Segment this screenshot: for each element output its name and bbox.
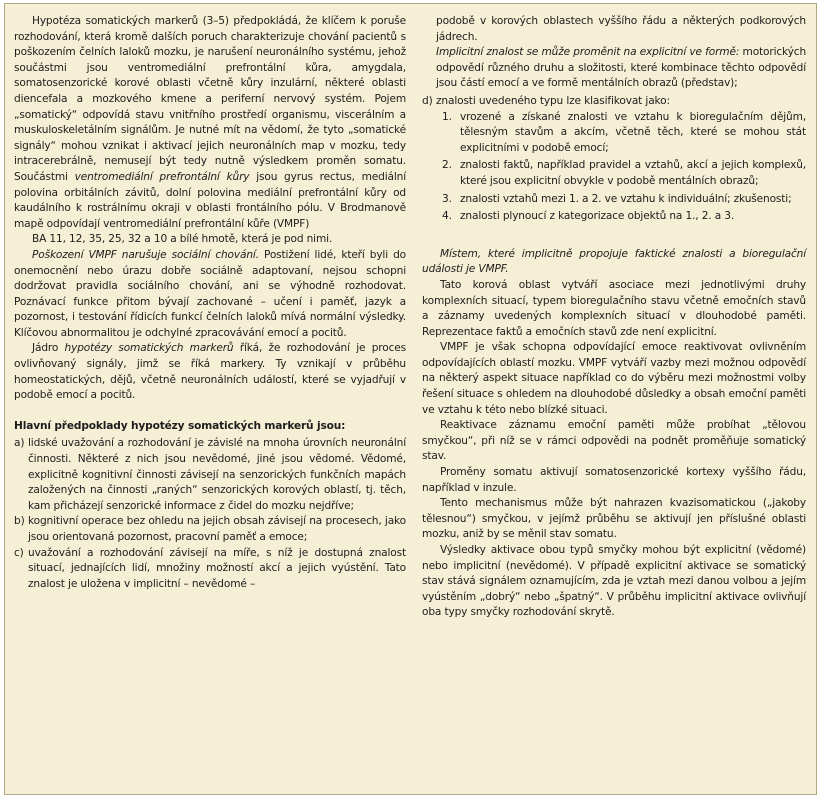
section-heading: Hlavní předpoklady hypotézy somatických markerů jsou:: [14, 419, 346, 432]
left-column: [14, 14, 406, 592]
italic-term: hypotézy somatických markerů: [64, 342, 234, 355]
paragraph-hypothesis-intro: [14, 14, 406, 232]
italic-statement: Místem, které implicitně propojuje faktické znalosti a bioregulační události je VMPF.: [422, 247, 806, 276]
list-label: c): [14, 546, 24, 559]
text-box: [4, 3, 817, 795]
paragraph-loop-results: Výsledky aktivace obou typů smyčky mohou být explicitní (vědomé) nebo implicitní (nevědomé). V případě explicitní aktivace se somatický stav stává signálem oznamujícím, zda je vztah mezi danou volbou a jejím vyústěním „dobrý“ nebo „špatný“. V průběhu implicitní aktivace ovlivňují oba typy smyčky rozhodování skrytě.: [422, 544, 806, 619]
italic-statement: Implicitní znalost se může proměnit na explicitní ve formě:: [436, 46, 740, 59]
numbered-item: [422, 110, 806, 157]
list-text: uvažování a rozhodování závisejí na míře, s níž je dostupná znalost situací, jednajících lidí, množiny možností akcí a jejich vyústění. Tato znalost je uložena v implicitní – nevědomé –: [28, 546, 406, 590]
list-text: kognitivní operace bez ohledu na jejich obsah závisejí na procesech, jako jsou orientovaná pozornost, pracovní paměť a emoce;: [28, 515, 406, 543]
paragraph-body-loop: Reaktivace záznamu emoční paměti může probíhat „tělovou smyčkou“, při níž se v rámci odpovědi na podnět proměňuje somatický stav.: [422, 419, 806, 463]
numbered-item: [422, 192, 806, 208]
list-item: [14, 546, 406, 593]
text-span: jsou gyrus rectus, mediální polovina orbitálních závitů, dolní polovina mediální prefrontální kůry od kaudálního k rostrálnímu okraji v oblasti frontálního pólu. V Brodmanově mapě odpovídají ventromediální prefrontální kůře (VMPF): [14, 170, 407, 230]
paragraph-as-if-loop: Tento mechanismus může být nahrazen kvazisomatickou („jakoby tělesnou“) smyčkou, v jejímž průběhu se aktivují jen příslušné oblasti mozku, aniž by se měnil stav somatu.: [422, 497, 806, 541]
numbered-text: vrozené a získané znalosti ve vztahu k bioregulačním dějům, tělesným stavům a akcím, včetně těch, které se mohou stát explicitními v podobě emocí;: [460, 110, 806, 154]
list-text: znalosti uvedeného typu lze klasifikovat jako:: [436, 94, 670, 107]
numbered-item: [422, 209, 806, 225]
paragraph-somatosensory: Proměny somatu aktivují somatosenzorické kortexy vyššího řádu, například v inzule.: [422, 466, 806, 494]
paragraph-reactivation: VMPF je však schopna odpovídající emoce reaktivovat ovlivněním odpovídajících oblastí mozku. VMPF vytváří vazby mezi možnou odpovědí na některý aspekt situace například co do výběru mezi možnostmi volby řešení situace s ohledem na dlouhodobé důsledky a obsah emoční paměti ve vztahu k této nebo blízké situaci.: [422, 341, 806, 416]
list-item: [422, 94, 806, 110]
numbered-text: znalosti faktů, například pravidel a vztahů, akcí a jejich komplexů, které jsou explicitní obvykle v podobě mentálních obrazů;: [460, 159, 806, 187]
list-item: [14, 436, 406, 514]
paragraph-vmpf-damage: [14, 248, 406, 342]
number-label: 2.: [442, 159, 452, 172]
list-text: lidské uvažování a rozhodování je závislé na mnoha úrovních neuronální činnosti. Některé z nich jsou nevědomé, jiné jsou vědomé. Vědomé, explicitně kognitivní činnosti závisejí na senzorických funkčních mapách založených na činnosti „raných“ senzorických korových oblastí, tj. těch, kam přicházejí senzorické informace z čidel do mozku nejdříve;: [28, 437, 406, 512]
text-span: říká, že rozhodování je proces ovlivňovaný signály, jimž se říká markery. Ty vznikají v průběhu homeostatických, dějů, včetně neuronálních událostí, které se vyjadřují v podobě emocí a pocitů.: [14, 342, 406, 402]
list-label: a): [14, 437, 25, 450]
list-item-continuation: [422, 14, 806, 92]
text-span: motorických odpovědí různého druhu a složitosti, které kombinace těchto odpovědí jsou částí emocí a ve formě mentálních obrazů (představ);: [436, 46, 807, 90]
list-text: [436, 45, 806, 92]
italic-term: ventromediální prefrontální kůry: [74, 170, 250, 183]
list-label: d): [422, 94, 433, 107]
paragraph-associations: Tato korová oblast vytváří asociace mezi jednotlivými druhy komplexních situací, typem bioregulačního stavu včetně emočních stavů a záznamy uvedených komplexních situací v dlouhodobé paměti. Reprezentace faktů a emočních stavů zde není explicitní.: [422, 278, 806, 338]
number-label: 4.: [442, 210, 452, 223]
number-label: 1.: [442, 110, 452, 123]
numbered-text: znalosti vztahů mezi 1. a 2. ve vztahu k individuální; zkušenosti;: [460, 192, 792, 205]
list-item: [14, 514, 406, 545]
numbered-item: [422, 158, 806, 189]
paragraph-hypothesis-core: [14, 341, 406, 403]
list-text: podobě v korových oblastech vyššího řádu a některých podkorových jádrech.: [436, 15, 806, 43]
numbered-text: znalosti plynoucí z kategorizace objektů na 1., 2. a 3.: [460, 210, 735, 223]
text-span: Hypotéza somatických markerů (3–5) předpokládá, že klíčem k poruše rozhodování, která kromě dalších poruch charakterizuje chování pacientů s poškozením čelních laloků mozku, je narušení neuronálního systému, jehož součástmi jsou ventromediální prefrontální kůra, amygdala, somatosenzorické korové oblasti včetně kůry inzulární, některé oblasti diencefala a mozkového kmene a periferní nervový systém. Pojem „somatický“ odpovídá stavu vnitřního prostředí organismu, viscerálním a muskuloskeletálním signálům. Je nutné mít na vědomí, že tyto „somatické signály“ mohou vznikat i aktivací jejich neuronálních map v mozku, tedy intracerebrálně, nemusejí být tedy nutně výsledkem proměn somatu. Součástmi: [14, 15, 406, 183]
text-span: Postižení lidé, kteří byli do onemocnění nebo úrazu dobře sociálně adaptovaní, nejsou schopni dodržovat pravidla sociálního chování, ani se výhodně rozhodovat. Poznávací funkce přitom bývají zachované – učení i paměť, jazyk a pozornost, i testování řídicích funkcí čelních laloků mívá normální výsledky. Klíčovou abnormalitou je odchylné zpracovávání emocí a pocitů.: [14, 248, 406, 339]
text-span: Jádro: [32, 342, 65, 355]
list-label: b): [14, 515, 25, 528]
paragraph-brodmann: BA 11, 12, 35, 25, 32 a 10 a bílé hmotě, která je pod nimi.: [32, 233, 333, 246]
number-label: 3.: [442, 192, 452, 205]
italic-statement: Poškození VMPF narušuje sociální chování.: [32, 248, 259, 261]
paragraph-vmpf-place: [422, 247, 806, 278]
right-column: [422, 14, 806, 621]
